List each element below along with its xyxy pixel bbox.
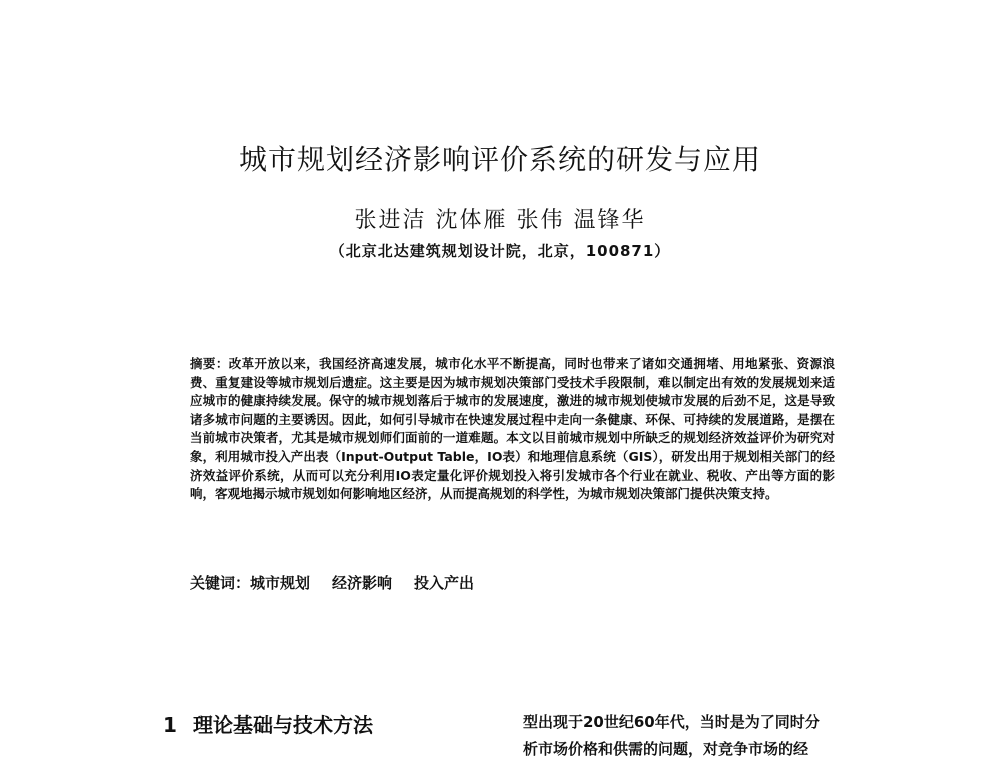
paper-authors: 张进洁 沈体雁 张伟 温锋华 — [354, 208, 646, 233]
section-number: 1 — [163, 713, 177, 737]
abstract-text: 改革开放以来，我国经济高速发展，城市化水平不断提高，同时也带来了诸如交通拥堵、用地紧张、资源浪费、重复建设等城市规划后遗症。这主要是因为城市规划决策部门受技术手段限制，难以制定出有效的发展规划来适应城市的健康持续发展。保守的城市规划落后于城市的发展速度，激进的城市规划使城市发展的后劲不足，这是导致诸多城市问题的主要诱因。因此，如何引导城市在快速发展过程中走向一条健康、环保、可持续的发展道路，是摆在当前城市决策者，尤其是城市规划师们面前的一道难题。本文以目前城市规划中所缺乏的规划经济效益评价为研究对象，利用城市投入产出表（Input-Output Table，IO表）和地理信息系统（GIS），研发出用于规划相关部门的经济效益评价系统，从而可以充分利用IO表定量化评价规划投入将引发城市各个行业在就业、税收、产出等方面的影响，客观地揭示城市规划如何影响地区经济，从而提高规划的科学性，为城市规划决策部门提供决策支持。 — [190, 356, 835, 502]
keywords-label: 关键词： — [190, 574, 251, 592]
abstract — [190, 355, 835, 504]
section-title: 理论基础与技术方法 — [193, 713, 373, 737]
keyword-item: 城市规划 — [250, 574, 311, 592]
paper-title: 城市规划经济影响评价系统的研发与应用 — [238, 143, 761, 176]
right-column-text — [523, 709, 868, 760]
body-text-line: 型出现于20世纪60年代，当时是为了同时分 — [523, 713, 820, 731]
section-heading — [163, 709, 373, 738]
keyword-item: 投入产出 — [414, 574, 475, 592]
keyword-item: 经济影响 — [332, 574, 393, 592]
paper-affiliation: （北京北达建筑规划设计院，北京，100871） — [329, 242, 671, 260]
body-text-line: 析市场价格和供需的问题，对竞争市场的经 — [523, 740, 809, 758]
keywords — [190, 572, 835, 593]
abstract-label: 摘要： — [190, 356, 229, 371]
